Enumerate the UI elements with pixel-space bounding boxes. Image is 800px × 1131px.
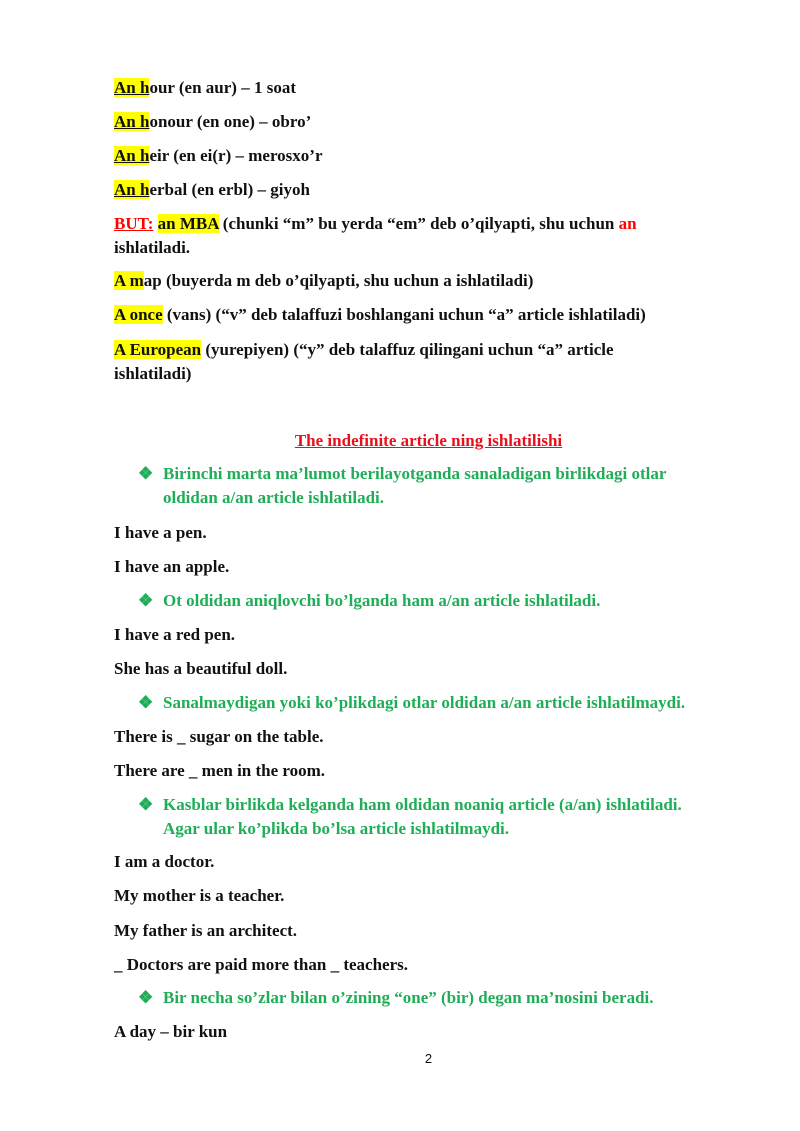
rule-text: Agar ular ko’plikda bo’lsa article ishlatilmaydi. (163, 819, 510, 838)
example-line-honour (114, 111, 311, 133)
highlight: an MBA (157, 214, 219, 233)
example-line-but-cont: ishlatiladi. (114, 238, 191, 257)
example-text: (vans) (“v” deb talaffuzi boshlangani uchun “a” article ishlatiladi) (162, 305, 646, 324)
section-title: The indefinite article ning ishlatilishi (294, 431, 563, 450)
highlight: An h (114, 180, 150, 199)
example-line-herbal (114, 179, 310, 201)
highlight: An h (114, 146, 150, 165)
example-line-european (114, 339, 614, 361)
rule-text: Kasblar birlikda kelganda ham oldidan noaniq article (a/an) ishlatiladi. (163, 795, 682, 814)
diamond-bullet-icon: ❖ (138, 464, 154, 483)
example-text: ap (buyerda m deb o’qilyapti, shu uchun a ishlatiladi) (143, 271, 534, 290)
example-line-european-cont: ishlatiladi) (114, 364, 192, 383)
diamond-bullet-icon: ❖ (138, 693, 154, 712)
rule-text: Ot oldidan aniqlovchi bo’lganda ham a/an article ishlatiladi. (163, 591, 601, 610)
rule-text: Bir necha so’zlar bilan o’zining “one” (bir) degan ma’nosini beradi. (163, 988, 654, 1007)
example-sentence: I have a red pen. (114, 625, 236, 644)
example-text: erbal (en erbl) – giyoh (149, 180, 310, 199)
example-text: (yurepiyen) (“y” deb talaffuz qilingani uchun “a” article (201, 340, 614, 359)
highlight: An h (114, 78, 150, 97)
example-sentence: My father is an architect. (114, 921, 298, 940)
rule-text: Sanalmaydigan yoki ko’plikdagi otlar oldidan a/an article ishlatilmaydi. (163, 693, 686, 712)
rule-text: Birinchi marta ma’lumot berilayotganda sanaladigan birlikdagi otlar (163, 464, 667, 483)
page-number: 2 (424, 1051, 433, 1066)
example-sentence: I have a pen. (114, 523, 207, 542)
example-text: our (en aur) – 1 soat (149, 78, 296, 97)
example-line-once (114, 304, 646, 326)
diamond-bullet-icon: ❖ (138, 591, 154, 610)
example-text: onour (en one) – obro’ (149, 112, 312, 131)
example-sentence: There is _ sugar on the table. (114, 727, 324, 746)
example-sentence: She has a beautiful doll. (114, 659, 288, 678)
example-sentence: There are _ men in the room. (114, 761, 326, 780)
example-line-hour (114, 77, 296, 99)
but-label: BUT: (114, 214, 154, 233)
diamond-bullet-icon: ❖ (138, 988, 154, 1007)
diamond-bullet-icon: ❖ (138, 795, 154, 814)
highlight: A m (114, 271, 144, 290)
example-line-map (114, 270, 533, 292)
example-text: eir (en ei(r) – merosxo’r (149, 146, 323, 165)
rule-text: oldidan a/an article ishlatiladi. (163, 488, 385, 507)
highlight: A once (114, 305, 163, 324)
example-sentence: A day – bir kun (114, 1022, 228, 1041)
example-line-heir (114, 145, 323, 167)
example-sentence: I have an apple. (114, 557, 230, 576)
highlight: An h (114, 112, 150, 131)
example-text: (chunki “m” bu yerda “em” deb o’qilyapti, shu uchun (218, 214, 619, 233)
example-sentence: My mother is a teacher. (114, 886, 285, 905)
example-line-but (114, 213, 637, 235)
example-sentence: I am a doctor. (114, 852, 215, 871)
red-word: an (618, 214, 637, 233)
example-sentence: _ Doctors are paid more than _ teachers. (114, 955, 408, 974)
highlight: A European (114, 340, 202, 359)
